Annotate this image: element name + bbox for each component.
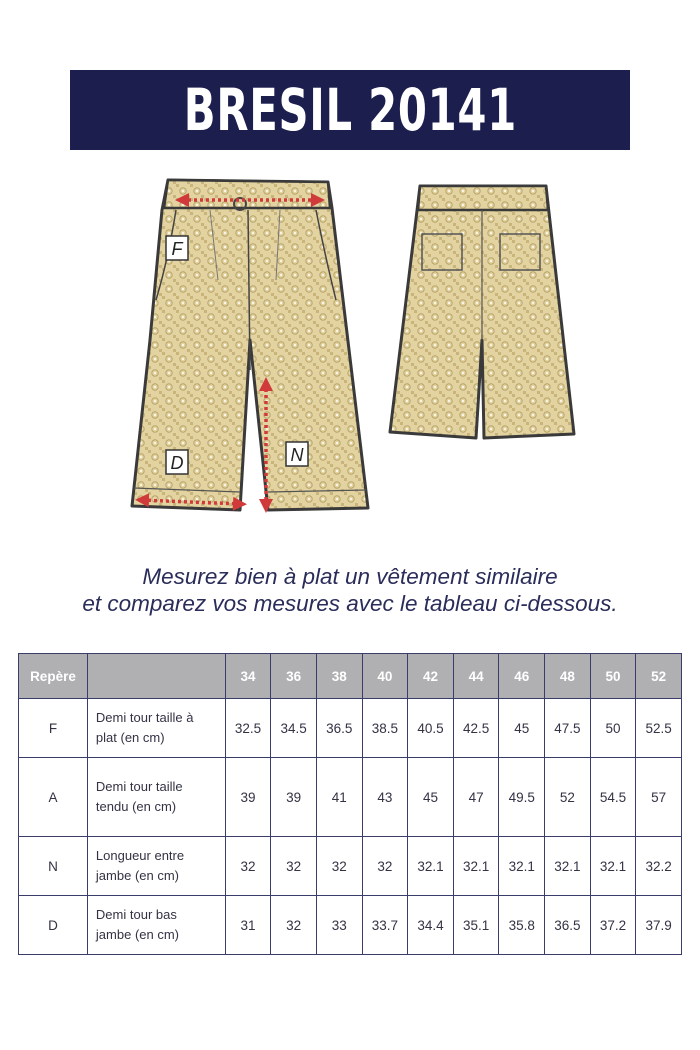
row-repere: F <box>19 699 88 758</box>
page-title: BRESIL 20141 <box>183 76 517 144</box>
row-description <box>87 837 225 896</box>
marker-n-label: N <box>290 445 304 465</box>
desc-line-2: plat (en cm) <box>95 730 165 745</box>
header-description <box>87 654 225 699</box>
size-value: 35.8 <box>499 896 545 955</box>
size-value: 33.7 <box>362 896 408 955</box>
size-value: 54.5 <box>590 758 636 837</box>
table-row <box>19 837 682 896</box>
size-value: 32.1 <box>499 837 545 896</box>
size-value: 41 <box>316 758 362 837</box>
size-value: 32 <box>271 896 317 955</box>
size-value: 34.4 <box>408 896 454 955</box>
row-repere: N <box>19 837 88 896</box>
size-value: 47.5 <box>545 699 591 758</box>
size-value: 32.5 <box>225 699 271 758</box>
instructions-line-1: Mesurez bien à plat un vêtement similaire <box>142 564 558 589</box>
size-value: 31 <box>225 896 271 955</box>
garment-illustration <box>120 170 580 530</box>
header-repere: Repère <box>19 654 88 699</box>
size-value: 36.5 <box>545 896 591 955</box>
size-value: 38.5 <box>362 699 408 758</box>
header-size: 48 <box>545 654 591 699</box>
desc-line-1: Demi tour taille <box>95 779 183 794</box>
size-value: 32 <box>271 837 317 896</box>
desc-line-2: tendu (en cm) <box>95 799 177 814</box>
table-row <box>19 896 682 955</box>
size-value: 32.1 <box>545 837 591 896</box>
size-value: 50 <box>590 699 636 758</box>
header-size: 44 <box>453 654 499 699</box>
size-value: 57 <box>636 758 682 837</box>
header-size: 42 <box>408 654 454 699</box>
size-value: 32.2 <box>636 837 682 896</box>
title-banner <box>70 70 630 150</box>
table-row <box>19 699 682 758</box>
size-value: 34.5 <box>271 699 317 758</box>
size-value: 45 <box>408 758 454 837</box>
row-repere: A <box>19 758 88 837</box>
size-value: 39 <box>225 758 271 837</box>
header-size: 46 <box>499 654 545 699</box>
size-value: 49.5 <box>499 758 545 837</box>
size-value: 32 <box>362 837 408 896</box>
desc-line-1: Demi tour bas <box>95 907 177 922</box>
desc-line-1: Demi tour taille à <box>95 710 194 725</box>
size-value: 32.1 <box>408 837 454 896</box>
size-value: 33 <box>316 896 362 955</box>
row-description <box>87 758 225 837</box>
row-description <box>87 699 225 758</box>
measurement-instructions <box>0 563 700 617</box>
header-size: 36 <box>271 654 317 699</box>
marker-f-label: F <box>171 239 183 259</box>
marker-d-label: D <box>170 453 184 473</box>
row-repere: D <box>19 896 88 955</box>
table-header-row <box>19 654 682 699</box>
size-value: 32 <box>316 837 362 896</box>
size-value: 39 <box>271 758 317 837</box>
header-size: 50 <box>590 654 636 699</box>
size-value: 37.2 <box>590 896 636 955</box>
size-value: 52.5 <box>636 699 682 758</box>
size-value: 40.5 <box>408 699 454 758</box>
size-value: 43 <box>362 758 408 837</box>
header-size: 34 <box>225 654 271 699</box>
size-value: 52 <box>545 758 591 837</box>
size-value: 32.1 <box>590 837 636 896</box>
header-size: 52 <box>636 654 682 699</box>
size-value: 45 <box>499 699 545 758</box>
size-value: 42.5 <box>453 699 499 758</box>
front-view-shorts <box>132 180 368 510</box>
back-view-shorts <box>390 186 574 438</box>
row-description <box>87 896 225 955</box>
size-chart-table <box>18 653 682 955</box>
size-value: 37.9 <box>636 896 682 955</box>
header-size: 40 <box>362 654 408 699</box>
desc-line-2: jambe (en cm) <box>95 868 179 883</box>
desc-line-1: Longueur entre <box>95 848 185 863</box>
table-row <box>19 758 682 837</box>
desc-line-2: jambe (en cm) <box>95 927 179 942</box>
header-size: 38 <box>316 654 362 699</box>
size-value: 47 <box>453 758 499 837</box>
size-value: 32.1 <box>453 837 499 896</box>
size-value: 35.1 <box>453 896 499 955</box>
size-value: 36.5 <box>316 699 362 758</box>
size-value: 32 <box>225 837 271 896</box>
instructions-line-2: et comparez vos mesures avec le tableau ci-dessous. <box>82 591 618 616</box>
